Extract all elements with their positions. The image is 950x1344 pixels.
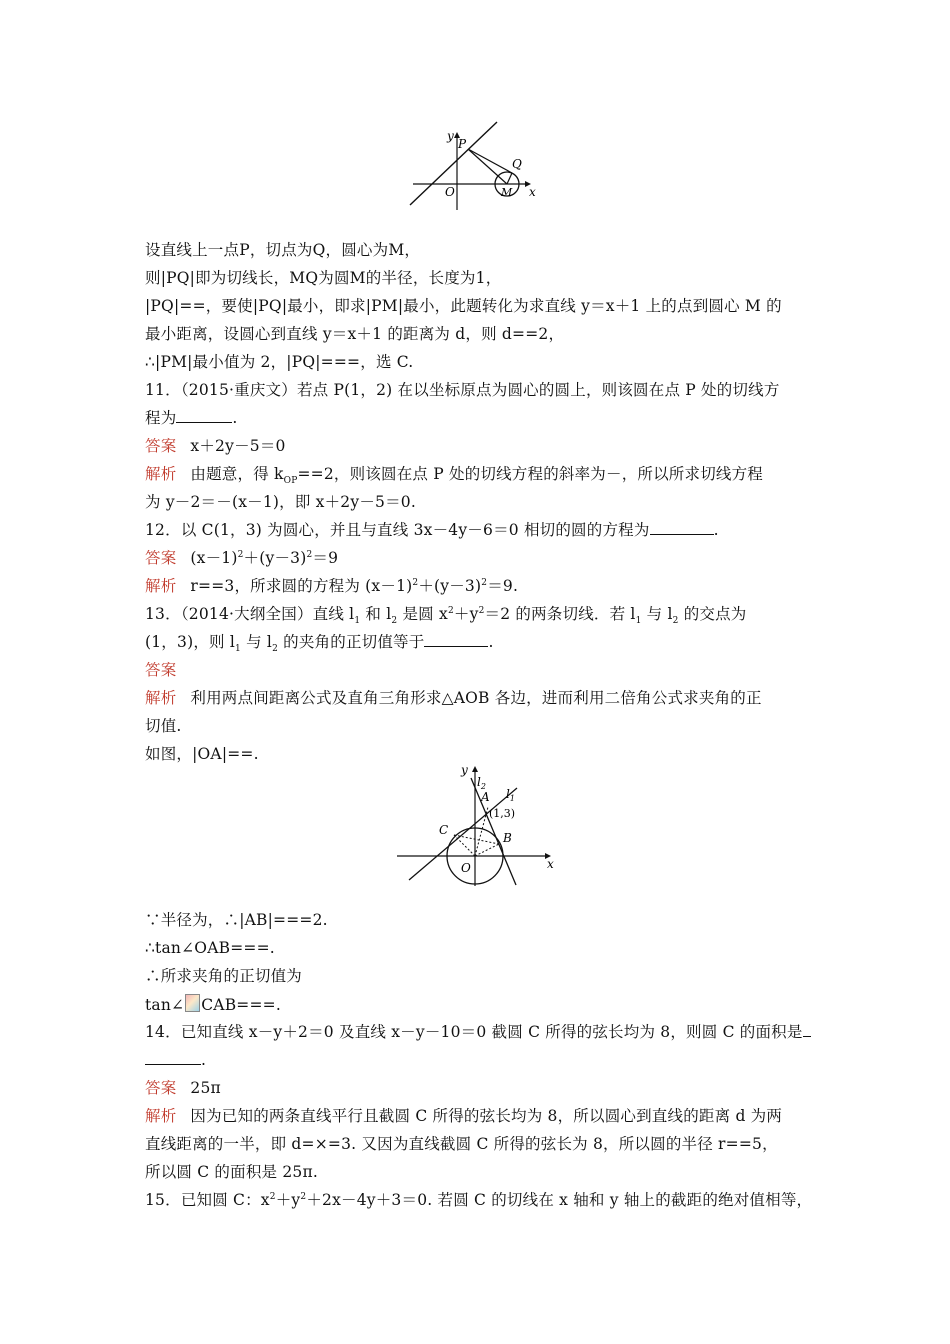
stem-text: ＝2 的两条切线．若 l [484, 605, 636, 623]
text-line: ∴|PM|最小值为 2，|PQ|===，选 C. [145, 353, 414, 371]
text-line: 最小距离，设圆心到直线 y＝x＋1 的距离为 d，则 d==2， [145, 325, 565, 343]
q13-stem [145, 604, 747, 627]
subscript: 1 [635, 616, 642, 627]
label-q: Q [512, 157, 522, 171]
label-origin: O [461, 861, 471, 875]
superscript: 2 [306, 549, 313, 560]
stem-text: 与 l [641, 605, 673, 623]
answer-label: 答案 [145, 1079, 177, 1097]
superscript: 2 [478, 605, 485, 616]
answer-text: x＋2y－5＝0 [190, 437, 286, 455]
analysis-text: ＝9. [487, 577, 519, 595]
q11-stem: 11．（2015·重庆文）若点 P(1，2) 在以坐标原点为圆心的圆上，则该圆在点 P 处的切线方 [145, 381, 780, 399]
q12-stem [145, 520, 719, 540]
q11-answer [145, 436, 286, 456]
text-line: ∴所求夹角的正切值为 [145, 967, 303, 985]
q14-stem-cont [145, 1050, 206, 1070]
stem-text: ＋y [275, 1191, 301, 1209]
label-p: P [458, 137, 467, 151]
stem-text: ＋2x－4y＋3＝0. 若圆 C 的切线在 x 轴和 y 轴上的截距的绝对值相等， [306, 1191, 813, 1209]
q12-answer [145, 548, 338, 568]
label-a: A [481, 790, 490, 804]
superscript: 2 [269, 1191, 276, 1202]
subscript: 2 [272, 644, 279, 655]
stem-text: 的夹角的正切值等于 [278, 633, 425, 651]
q13-figure-intro: 如图，|OA|==. [145, 745, 259, 763]
answer-text: 25π [190, 1079, 221, 1097]
superscript: 2 [412, 577, 419, 588]
q12-analysis [145, 576, 518, 596]
figure-tangent-line-circle [405, 120, 555, 210]
text: CAB===. [201, 996, 281, 1014]
q15-stem [145, 1190, 812, 1210]
text-line: 则|PQ|即为切线长，MQ为圆M的半径，长度为1， [145, 269, 502, 287]
superscript: 2 [300, 1191, 307, 1202]
analysis-text: 因为已知的两条直线平行且截圆 C 所得的弦长均为 8，所以圆心到直线的距离 d 为两 [190, 1107, 783, 1125]
answer-blank [424, 632, 488, 647]
q14-stem [145, 1022, 811, 1042]
analysis-text: 利用两点间距离公式及直角三角形求△AOB 各边，进而利用二倍角公式求夹角的正 [190, 689, 762, 707]
stem-end: . [201, 1051, 207, 1069]
superscript: 2 [237, 549, 244, 560]
text-line: ∵半径为，∴|AB|===2. [145, 911, 328, 929]
stem-text: 和 l [360, 605, 392, 623]
stem-text: 与 l [240, 633, 273, 651]
answer-blank [176, 408, 232, 423]
q14-analysis-cont: 所以圆 C 的面积是 25π. [145, 1163, 318, 1181]
subscript: 2 [672, 616, 679, 627]
analysis-text: 由题意，得 k [190, 465, 284, 483]
superscript: 2 [447, 605, 454, 616]
q12-stem-end: . [713, 521, 719, 539]
answer-label: 答案 [145, 661, 177, 679]
q14-analysis [145, 1106, 782, 1126]
answer-text: (x－1) [190, 549, 238, 567]
q13-analysis-cont: 切值. [145, 717, 182, 735]
subscript: 1 [354, 616, 361, 627]
q11-analysis-cont: 为 y－2＝－(x－1)，即 x＋2y－5＝0. [145, 493, 416, 511]
stem-text: (1，3)，则 l [145, 633, 236, 651]
figure-two-tangents [395, 762, 560, 887]
stem-text: 15．已知圆 C：x [145, 1191, 270, 1209]
segment-ob [475, 844, 499, 856]
label-y: y [461, 763, 468, 777]
label-y: y [447, 129, 454, 143]
answer-text: ＝9 [312, 549, 339, 567]
stem-end: . [488, 633, 494, 651]
analysis-label: 解析 [145, 577, 177, 595]
stem-text: 14．已知直线 x－y＋2＝0 及直线 x－y－10＝0 截圆 C 所得的弦长均为 8，则圆 C 的面积是 [145, 1023, 803, 1041]
answer-blank [650, 520, 714, 535]
analysis-label: 解析 [145, 1107, 177, 1125]
stem-text: 是圆 x [397, 605, 448, 623]
subscript: 2 [391, 616, 398, 627]
answer-label: 答案 [145, 437, 177, 455]
answer-blank [803, 1022, 811, 1037]
label-l1: $l_1$ [506, 787, 515, 803]
q11-stem-text: 程为 [145, 409, 177, 427]
label-c: C [439, 823, 449, 837]
analysis-text: ==2，则该圆在点 P 处的切线方程的斜率为－，所以所求切线方程 [297, 465, 764, 483]
q11-analysis [145, 464, 764, 487]
label-b: B [503, 831, 512, 845]
analysis-label: 解析 [145, 465, 177, 483]
label-point: (1,3) [489, 807, 516, 820]
label-origin: O [445, 185, 455, 199]
segment-oc [454, 835, 475, 856]
label-x: x [529, 185, 536, 199]
subscript: OP [283, 476, 298, 487]
q12-stem-text: 12．以 C(1，3) 为圆心，并且与直线 3x－4y－6＝0 相切的圆的方程为 [145, 521, 650, 539]
analysis-text: r==3，所求圆的方程为 (x－1) [190, 577, 413, 595]
text-line: |PQ|==，要使|PQ|最小，即求|PM|最小，此题转化为求直线 y＝x＋1 上的点到圆心 M 的 [145, 297, 782, 315]
label-l2: $l_2$ [477, 775, 486, 791]
y-axis-arrow [472, 766, 478, 772]
text-line [145, 994, 281, 1015]
label-m: M [501, 186, 513, 199]
subscript: 1 [235, 644, 241, 655]
q13-answer [145, 660, 176, 680]
q13-stem-cont [145, 632, 494, 655]
analysis-text: ＋(y－3) [418, 577, 482, 595]
answer-label: 答案 [145, 549, 177, 567]
answer-text: ＋(y－3) [243, 549, 307, 567]
q14-analysis-cont: 直线距离的一半，即 d=×=3. 又因为直线截圆 C 所得的弦长为 8，所以圆的半径 r==5， [145, 1135, 778, 1153]
superscript: 2 [481, 577, 488, 588]
q11-stem-cont [145, 408, 238, 428]
stem-text: ＋y [453, 605, 479, 623]
text: tan∠ [145, 996, 185, 1014]
q14-answer [145, 1078, 221, 1098]
text-line: 设直线上一点P，切点为Q，圆心为M， [145, 241, 421, 259]
image-thumbnail-icon [185, 994, 200, 1012]
stem-text: 13．（2014·大纲全国）直线 l [145, 605, 355, 623]
text-line: ∴tan∠OAB===. [145, 939, 275, 957]
analysis-label: 解析 [145, 689, 177, 707]
q13-analysis [145, 688, 762, 708]
q11-stem-end: . [232, 409, 238, 427]
segment-mq [507, 173, 512, 184]
answer-blank [145, 1050, 201, 1065]
label-x: x [547, 857, 554, 871]
stem-text: 的交点为 [678, 605, 747, 623]
